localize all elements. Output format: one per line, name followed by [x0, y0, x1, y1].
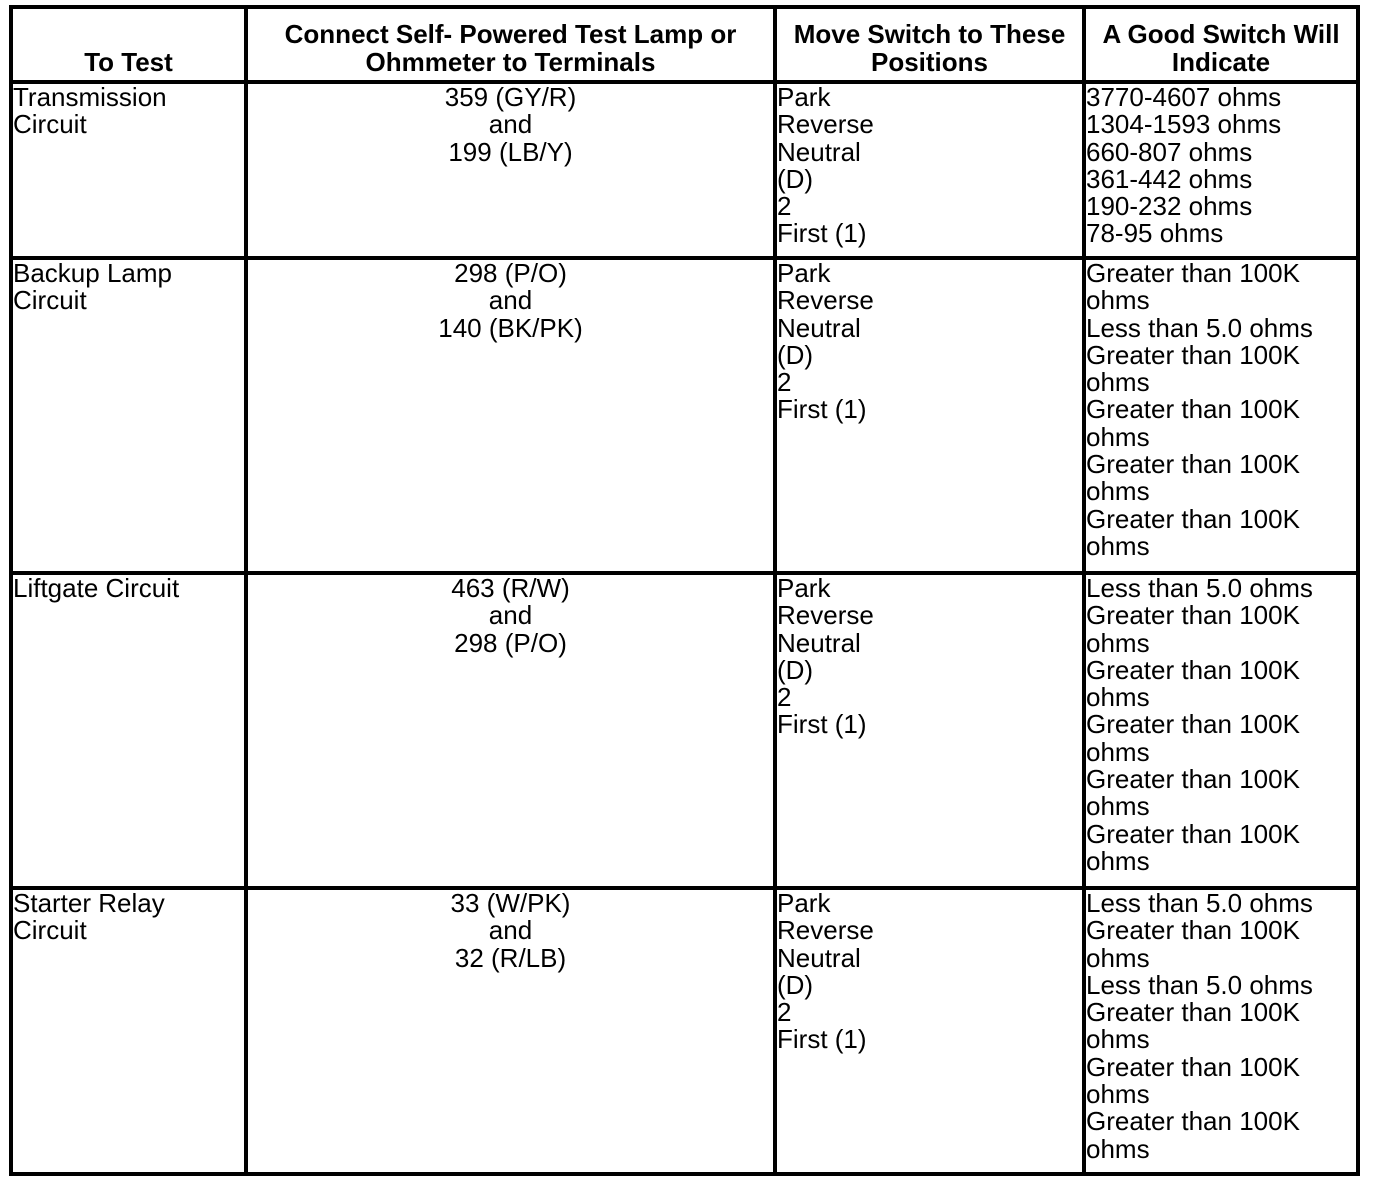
- position-line: Neutral: [777, 942, 861, 973]
- positions-cell: [775, 888, 1084, 1174]
- test-name-cell: [11, 258, 246, 573]
- result-line: 660-807 ohms: [1086, 136, 1253, 167]
- result-line: Greater than 100K ohms: [1086, 764, 1300, 822]
- result-line: Greater than 100K ohms: [1086, 503, 1300, 561]
- position-line: Park: [777, 573, 831, 603]
- result-line: Greater than 100K ohms: [1086, 449, 1300, 507]
- terminal-line: 140 (BK/PK): [438, 312, 583, 343]
- table-row: [11, 82, 1358, 258]
- result-line: Greater than 100K ohms: [1086, 654, 1300, 713]
- result-line: 1304-1593 ohms: [1086, 109, 1282, 140]
- position-line: (D): [777, 163, 814, 194]
- position-line: Reverse: [777, 285, 874, 316]
- position-line: Reverse: [777, 600, 874, 631]
- terminal-line: and: [488, 600, 533, 631]
- test-name-cell: [11, 573, 246, 888]
- position-line: 2: [777, 682, 792, 713]
- result-line: 78-95 ohms: [1086, 218, 1224, 249]
- result-line: Less than 5.0 ohms: [1086, 888, 1313, 918]
- terminals-cell: [246, 258, 775, 573]
- result-line: 361-442 ohms: [1086, 163, 1253, 194]
- header-connect-terminals: Connect Self- Powered Test Lamp or Ohmmeter to Terminals: [246, 7, 775, 82]
- header-row: [11, 7, 1358, 82]
- test-name-cell: [11, 888, 246, 1174]
- result-line: Greater than 100K ohms: [1086, 600, 1300, 658]
- results-cell: [1084, 888, 1358, 1174]
- terminal-line: 463 (R/W): [451, 573, 570, 603]
- terminal-line: 33 (W/PK): [450, 888, 571, 918]
- position-line: First (1): [777, 394, 867, 425]
- result-line: 3770-4607 ohms: [1086, 82, 1282, 112]
- terminal-line: and: [488, 285, 533, 316]
- position-line: First (1): [777, 218, 867, 249]
- result-line: Less than 5.0 ohms: [1086, 969, 1313, 1000]
- result-line: Greater than 100K ohms: [1086, 1051, 1300, 1110]
- position-line: Reverse: [777, 109, 874, 140]
- position-line: First (1): [777, 1024, 867, 1055]
- position-line: (D): [777, 654, 814, 685]
- test-name: Liftgate Circuit: [13, 573, 180, 603]
- result-line: Greater than 100K ohms: [1086, 394, 1300, 452]
- terminals-cell: [246, 82, 775, 258]
- results-cell: [1084, 573, 1358, 888]
- table-row: [11, 258, 1358, 573]
- header-to-test: To Test: [11, 7, 246, 82]
- position-line: Neutral: [777, 627, 861, 658]
- results-cell: [1084, 82, 1358, 258]
- position-line: Neutral: [777, 136, 861, 167]
- terminal-line: 199 (LB/Y): [448, 136, 573, 167]
- position-line: Park: [777, 258, 831, 288]
- test-name: Transmission Circuit: [13, 82, 167, 140]
- results-cell: [1084, 258, 1358, 573]
- header-good-switch: A Good Switch Will Indicate: [1084, 7, 1358, 82]
- terminal-line: 359 (GY/R): [444, 82, 577, 112]
- position-line: Neutral: [777, 312, 861, 343]
- terminal-line: 298 (P/O): [454, 258, 567, 288]
- result-line: Greater than 100K ohms: [1086, 339, 1300, 398]
- position-line: Park: [777, 888, 831, 918]
- terminal-line: and: [488, 915, 533, 946]
- terminal-line: 32 (R/LB): [454, 942, 567, 973]
- terminals-cell: [246, 888, 775, 1174]
- result-line: Less than 5.0 ohms: [1086, 573, 1313, 603]
- positions-cell: [775, 82, 1084, 258]
- positions-cell: [775, 258, 1084, 573]
- terminals-cell: [246, 573, 775, 888]
- position-line: 2: [777, 367, 792, 398]
- result-line: 190-232 ohms: [1086, 191, 1253, 222]
- table-row: [11, 573, 1358, 888]
- result-line: Greater than 100K ohms: [1086, 818, 1300, 876]
- position-line: 2: [777, 997, 792, 1028]
- result-line: Less than 5.0 ohms: [1086, 312, 1313, 343]
- table-row: [11, 888, 1358, 1174]
- header-move-switch: Move Switch to These Positions: [775, 7, 1084, 82]
- test-name: Backup Lamp Circuit: [13, 258, 172, 316]
- position-line: 2: [777, 191, 792, 222]
- position-line: Park: [777, 82, 831, 112]
- test-name: Starter Relay Circuit: [13, 888, 165, 946]
- terminal-line: 298 (P/O): [454, 627, 567, 658]
- position-line: (D): [777, 969, 814, 1000]
- position-line: (D): [777, 339, 814, 370]
- result-line: Greater than 100K ohms: [1086, 915, 1300, 973]
- positions-cell: [775, 573, 1084, 888]
- result-line: Greater than 100K ohms: [1086, 997, 1300, 1055]
- position-line: Reverse: [777, 915, 874, 946]
- result-line: Greater than 100K ohms: [1086, 258, 1300, 316]
- terminal-line: and: [488, 109, 533, 140]
- position-line: First (1): [777, 709, 867, 740]
- switch-test-table: [9, 5, 1360, 1176]
- test-name-cell: [11, 82, 246, 258]
- result-line: Greater than 100K ohms: [1086, 709, 1300, 767]
- result-line: Greater than 100K ohms: [1086, 1106, 1300, 1164]
